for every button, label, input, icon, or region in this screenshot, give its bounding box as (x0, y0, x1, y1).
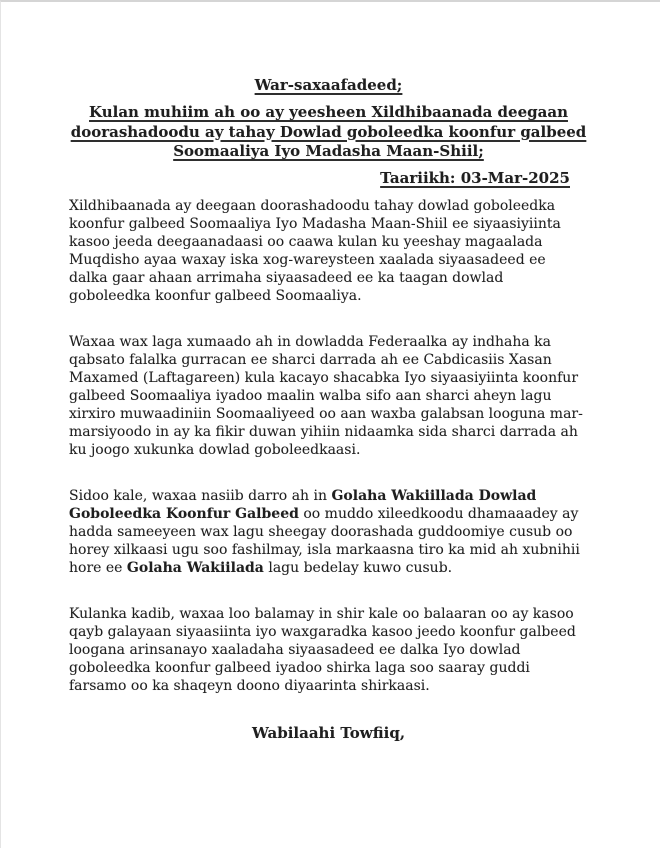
paragraph (69, 487, 588, 577)
paragraph-text-run: Xildhibaanada ay deegaan doorashadoodu tahay dowlad goboleedka koonfur galbeed Soomaaliya Iyo Madasha Maan-Shiil ee siyaasiyiinta kasoo jeeda deegaanadaasi oo caawa kulan ku yeeshay magaalada Muqdisho ayaa waxay iska xog-wareysteen xaalada siyaasadeed ee dalka gaar ahaan arrimaha siyaasadeed ee ka taagan dowlad goboleedka koonfur galbeed Soomaaliya. (69, 197, 566, 304)
paragraph-text-run: Waxaa wax laga xumaado ah in dowladda Federaalka ay indhaha ka qabsato falalka gurracan ee sharci darrada ah ee Cabdicasiis Xasan Maxamed (Laftagareen) kula kacayo shacabka Iyo siyaasiyiinta koonfur galbeed Soomaaliya iyadoo maalin walba sifo aan sharci aheyn lagu xirxiro muwaadiniin Soomaaliyeed oo aan waxba galabsan looguna mar-marsiyoodo in ay ka fikir duwan yihiin nidaamka sida sharci darrada ah ku joogo xukunka dowlad goboleedkaasi. (69, 333, 587, 458)
paragraph (69, 605, 588, 695)
paragraph-text-run: Kulanka kadib, waxaa loo balamay in shir kale oo balaaran oo ay kasoo qayb galayaan siyaasiinta iyo waxgaradka kasoo jeedo koonfur galbeed loogana arinsanayo xaaladaha siyaasadeed ee dalka Iyo dowlad goboleedka koonfur galbeed iyadoo shirka laga soo saaray guddi farsamo oo ka shaqeyn doono diyaarinta shirkaasi. (69, 605, 581, 694)
document-body (69, 197, 588, 695)
paragraph (69, 197, 588, 305)
document-heading: Kulan muhiim ah oo ay yeesheen Xildhibaanada deegaan doorashadoodu ay tahay Dowlad goboleedka koonfur galbeed Soomaaliya Iyo Madasha Maan-Shiil; (70, 103, 587, 160)
paragraph-text-run: Sidoo kale, waxaa nasiib darro ah in (69, 487, 332, 504)
paragraph-text-run: oo muddo xileedkoodu dhamaaadey ay hadda sameeyeen wax lagu sheegay doorashada guddoomiye cusub oo horey xilkaasi ugu soo fashilmay, isla markaasna tiro ka mid ah xubnihii hore ee (69, 505, 585, 576)
document-title: War-saxaafadeed; (254, 76, 403, 94)
date-line: Taariikh: 03-Mar-2025 (380, 168, 570, 187)
paragraph-bold-run: Golaha Wakiillada Dowlad Goboleedka Koonfur Galbeed (69, 487, 542, 522)
paragraph-bold-run: Golaha Wakiilada (126, 559, 264, 576)
closing-line: Wabilaahi Towfiiq, (251, 723, 406, 742)
paragraph-text-run: lagu bedelay kuwo cusub. (263, 559, 453, 576)
paragraph (69, 333, 588, 459)
